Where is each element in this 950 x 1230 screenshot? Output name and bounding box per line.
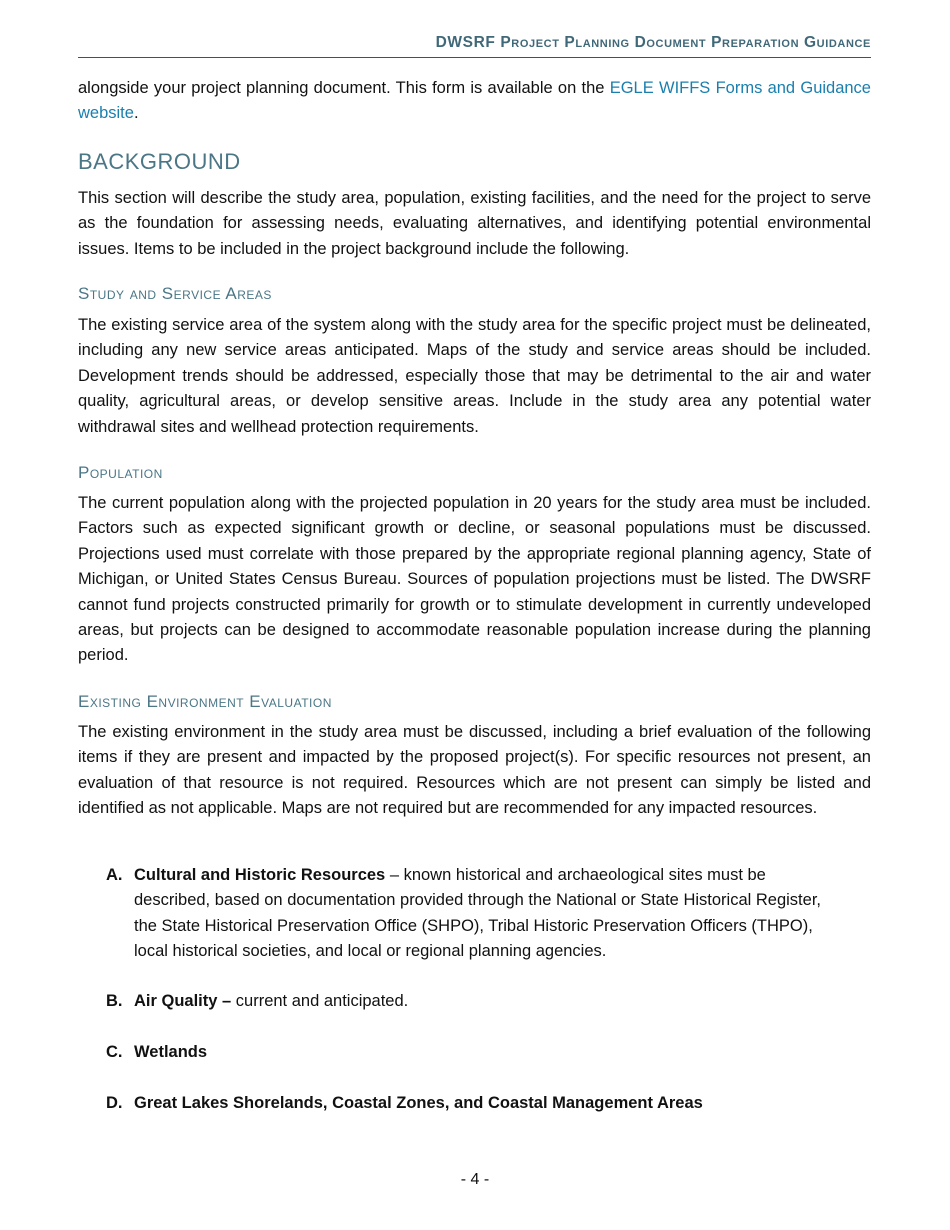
intro-text: alongside your project planning document. This form is available on the: [78, 79, 610, 97]
population-text: The current population along with the projected population in 20 years for the study area must be included. Factors such as expected significant growth or decline, or seasonal populations must be discussed. Projections used must correlate with those prepared by the appropriate regional planning agency, State of Michigan, or United States Census Bureau. Sources of population projections must be listed. The DWSRF cannot fund projects constructed primarily for growth or to stimulate development in currently undeveloped areas, but projects can be designed to accommodate reasonable population increase during the planning period.: [78, 494, 871, 665]
list-item: [106, 1091, 836, 1116]
background-text: This section will describe the study area, population, existing facilities, and the need for the project to serve as the foundation for assessing needs, evaluating alternatives, and identifying potential environmental issues. Items to be included in the project background include the following.: [78, 189, 871, 258]
existing-text: The existing environment in the study area must be discussed, including a brief evaluation of the following items if they are present and impacted by the proposed project(s). For specific resources not present, an evaluation of that resource is not required. Resources which are not present can simply be listed and identified as not applicable. Maps are not required but are recommended for any impacted resources.: [78, 723, 871, 818]
list-item: [106, 1040, 836, 1065]
population-heading: Population: [78, 463, 163, 482]
running-header: DWSRF Project Planning Document Preparation Guidance: [78, 34, 871, 58]
study-text: The existing service area of the system along with the study area for the specific project must be delineated, including any new service areas anticipated. Maps of the study and service areas should be included. Development trends should be addressed, especially those that may be detrimental to the air and water quality, agricultural areas, or develop sensitive areas. Include in the study area any potential water withdrawal sites and wellhead protection requirements.: [78, 316, 871, 436]
study-heading: Study and Service Areas: [78, 284, 272, 303]
page-number: - 4 -: [460, 1171, 490, 1188]
egle-wiffs-link[interactable]: EGLE WIFFS Forms and Guidance website: [78, 79, 871, 123]
background-heading: BACKGROUND: [78, 149, 241, 174]
list-title: Air Quality –: [134, 992, 232, 1010]
list-desc: – known historical and archaeological sites must be described, based on documentation provided through the National or State Historical Register, the State Historical Preservation Office (SHPO), Tribal Historic Preservation Officers (THPO), local historical societies, and local or regional planning agencies.: [134, 866, 821, 961]
intro-paragraph: [78, 76, 871, 127]
intro-end: .: [133, 104, 139, 123]
list-title: Cultural and Historic Resources: [134, 866, 386, 884]
existing-heading: Existing Environment Evaluation: [78, 692, 332, 711]
list-letter: D.: [106, 1094, 123, 1112]
list-item: [106, 863, 836, 965]
list-letter: C.: [106, 1043, 123, 1061]
list-desc: current and anticipated.: [231, 992, 409, 1010]
list-letter: A.: [106, 866, 123, 884]
list-title: Wetlands: [134, 1043, 208, 1061]
list-title: Great Lakes Shorelands, Coastal Zones, and Coastal Management Areas: [134, 1094, 703, 1112]
list-item: [106, 989, 836, 1014]
list-letter: B.: [106, 992, 123, 1010]
